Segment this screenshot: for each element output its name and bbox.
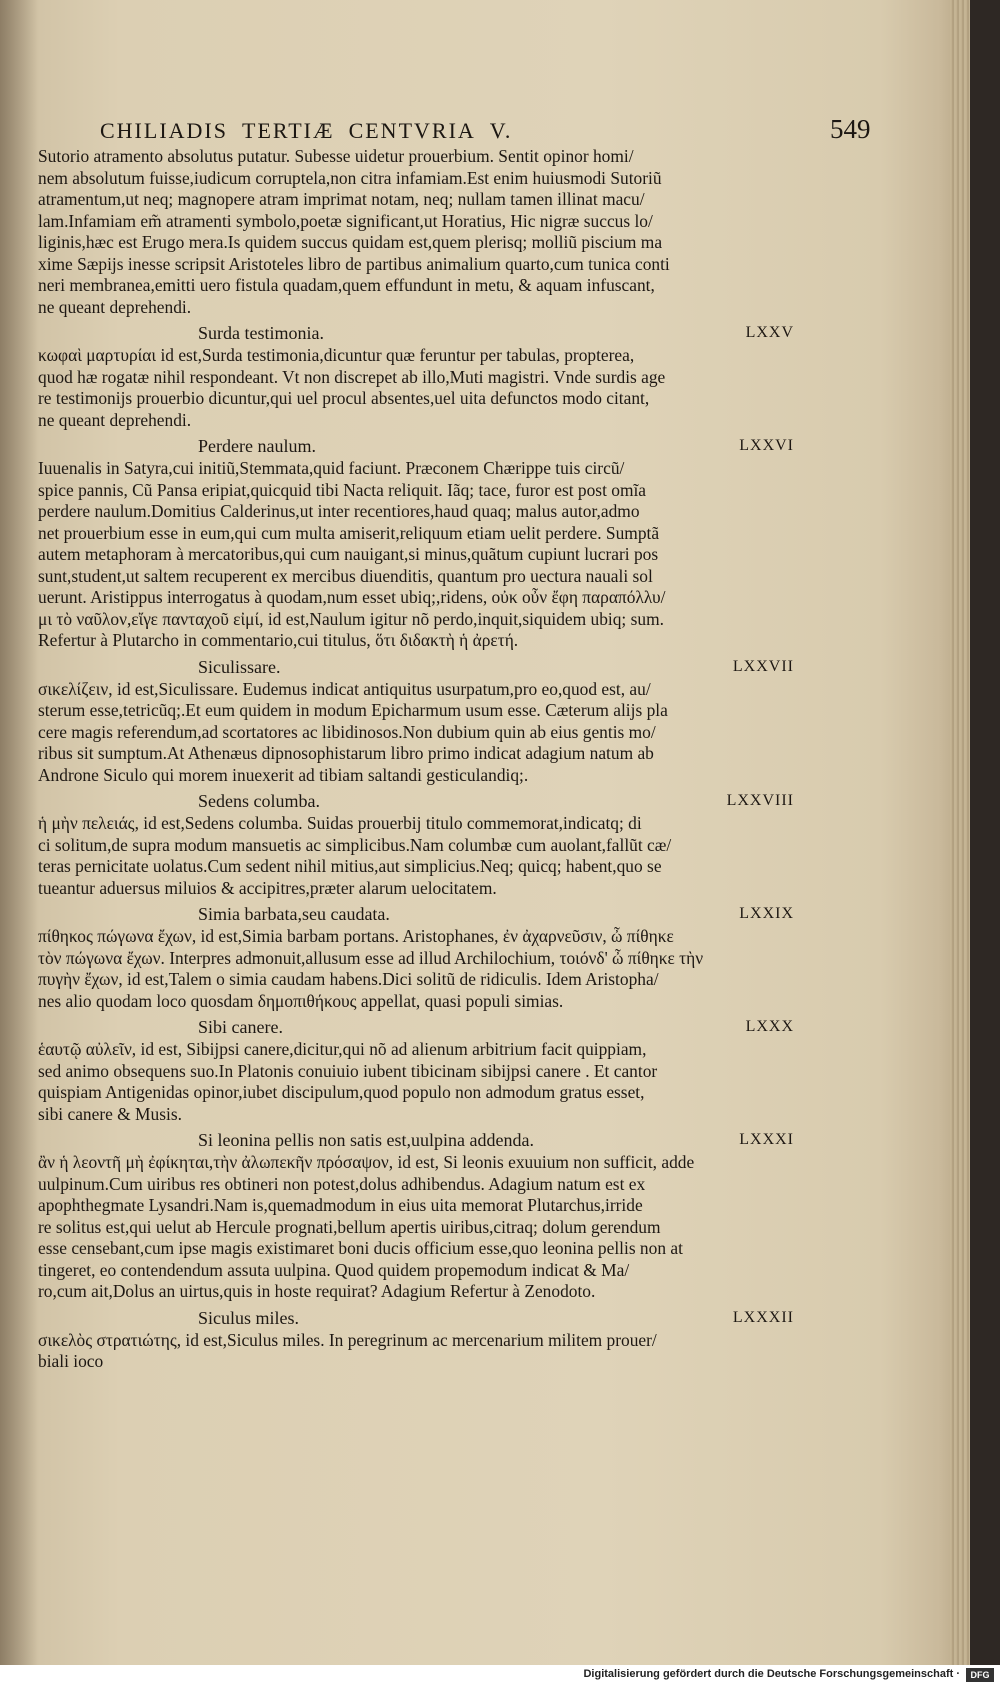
body-line: sibi canere & Musis.	[38, 1103, 182, 1124]
body-line: uulpinum.Cum uiribus res obtineri non potest,dolus adhibendus. Adagium natum est ex	[38, 1173, 646, 1194]
adage-heading-row	[38, 791, 794, 813]
adage-title: Surda testimonia.	[198, 323, 324, 343]
adage-title: Siculissare.	[198, 656, 281, 677]
dfg-logo-icon: DFG	[966, 1668, 994, 1682]
spine-shadow	[0, 0, 38, 1665]
adage-number: LXXIX	[739, 905, 794, 922]
body-line: ne queant deprehendi.	[38, 296, 192, 317]
body-line: uerunt. Aristippus interrogatus à quodam,num esset ubiq;,ridens, οὐκ οὖν ἔφη παραπόλλυ/	[38, 587, 666, 607]
body-line: σικελὸς στρατιώτης, id est,Siculus miles. In peregrinum ac mercenarium militem prouer/	[38, 1329, 657, 1350]
body-line: re solitus est,qui uelut ab Hercule prognati,bellum apertis uiribus,citraq; dolum gerendum	[38, 1216, 661, 1237]
body-line: Iuuenalis in Satyra,cui initiũ,Stemmata,quid faciunt. Præconem Chærippe tuis circũ/	[38, 458, 625, 478]
body-line: lam.Infamiam em̃ atramenti symbolo,poetæ significant,ut Horatius, Hic nigræ succus lo/	[38, 210, 653, 231]
body-line: tingeret, eo contendendum assuta uulpina. Quod quidem propemodum indicat & Ma/	[38, 1259, 630, 1280]
adage-heading-row	[38, 904, 794, 926]
body-line: Androne Siculo qui morem inuexerit ad tibiam saltandi gesticulandiq;.	[38, 764, 529, 785]
body-line: Sutorio atramento absolutus putatur. Subesse uidetur prouerbium. Sentit opinor homi/	[38, 146, 634, 166]
adage-heading-row	[38, 436, 794, 458]
body-line: ribus sit sumptum.At Athenæus dipnosophistarum libro primo indicat adagium natum ab	[38, 743, 654, 763]
running-head-word: CENTVRIA	[348, 118, 476, 143]
body-line: ne queant deprehendi.	[38, 409, 192, 430]
body-line: Refertur à Plutarcho in commentario,cui titulus, ὅτι διδακτὴ ἡ ἀρετή.	[38, 630, 519, 650]
body-line: nes alio quodam loco quosdam δημοπιθήκους appellat, quasi populi simias.	[38, 990, 564, 1011]
adage-number: LXXVII	[732, 657, 794, 675]
adage-title: Siculus miles.	[198, 1307, 300, 1328]
adage-number: LXXVI	[739, 437, 794, 454]
footer-credit: Digitalisierung gefördert durch die Deutsche Forschungsgemeinschaft ·	[583, 1668, 960, 1680]
running-head-word: CHILIADIS	[100, 118, 228, 143]
adage-heading-row	[38, 1017, 794, 1039]
body-line: sterum esse,tetricũq;.Et eum quidem in modum Epicharmum usum esse. Cæterum alijs pla	[38, 700, 668, 720]
adage-number: LXXXII	[732, 1308, 794, 1326]
adage-number: LXXV	[745, 324, 794, 341]
body-line: πίθηκος πώγωνα ἔχων, id est,Simia barbam portans. Aristophanes, ἐν ἀχαρνεῦσιν, ὦ πίθηκε	[38, 926, 674, 946]
body-line: cere magis referendum,ad scortatores ac libidinosos.Non dubium quin ab eius gentis mo/	[38, 721, 656, 742]
body-line: ci solitum,de supra modum mansuetis ac simplicibus.Nam columbæ cum auolant,fallũt cæ/	[38, 834, 672, 855]
body-line: ἑαυτῷ αὐλεῖν, id est, Sibijpsi canere,dicitur,qui nõ ad alienum arbitrium facit quippiam,	[38, 1039, 647, 1059]
body-line: liginis,hæc est Erugo mera.Is quidem succus quidam est,quem plerisq; molliũ piscium ma	[38, 232, 663, 252]
adage-title: Sedens columba.	[198, 791, 320, 811]
page-edge	[950, 0, 970, 1665]
body-line: teras pernicitate uolatus.Cum sedent nihil mitius,aut simplicius.Neq; quicq; habent,quo se	[38, 856, 662, 876]
adage-number: LXXVIII	[726, 792, 794, 809]
running-head-word: TERTIÆ	[242, 118, 335, 143]
running-head	[100, 118, 800, 146]
body-line: sunt,student,ut saltem recuperent ex mercibus diuenditis, quantum pro uectura nauali sol	[38, 565, 653, 586]
body-line: atramentum,ut neq; magnopere atram imprimat notam, neq; nullam tamen illinat macu/	[38, 189, 645, 209]
adage-number: LXXXI	[739, 1131, 794, 1148]
body-line: ἡ μὴν πελειάς, id est,Sedens columba. Suidas prouerbij titulo commemorat,indicatq; di	[38, 813, 642, 833]
body-line: πυγὴν ἔχων, id est,Talem o simia caudam habens.Dici solitũ de ridiculis. Idem Aristopha/	[38, 969, 659, 989]
body-line: ἂν ἡ λεοντῆ μὴ ἐφίκηται,τὴν ἀλωπεκῆν πρόσαψον, id est, Si leonis exuuium non sufficit, adde	[38, 1152, 695, 1172]
adage-heading-row	[38, 1130, 794, 1152]
body-line: κωφαὶ μαρτυρίαι id est,Surda testimonia,dicuntur quæ feruntur per tabulas, propterea,	[38, 345, 635, 365]
text-block	[38, 146, 794, 1373]
body-line: esse censebant,cum ipse magis existimaret boni ducis officium esse,quo leonina pellis non at	[38, 1238, 683, 1258]
body-line: quispiam Antigenidas opinor,iubet discipulum,quod populo non admodum gratus esset,	[38, 1082, 645, 1102]
body-line: σικελίζειν, id est,Siculissare. Eudemus indicat antiquitus usurpatum,pro eo,quod est, au/	[38, 678, 651, 699]
adage-heading-row	[38, 1308, 794, 1330]
body-line: μι τὸ ναῦλον,εἴγε πανταχοῦ εἰμί, id est,Naulum igitur nõ perdo,inquit,siquidem ubiq; sum.	[38, 608, 664, 629]
adage-title: Perdere naulum.	[198, 436, 316, 456]
digitization-footer	[0, 1665, 1000, 1685]
body-line: perdere naulum.Domitius Calderinus,ut inter recentiores,haud quaq; malus autor,admo	[38, 501, 640, 521]
body-line: apophthegmate Lysandri.Nam is,quemadmodum in eius uita memorat Plutarchus,irride	[38, 1195, 643, 1215]
body-line: net prouerbium esse in eum,qui cum multa amiserit,reliquum etiam uelit perdere. Sumptã	[38, 522, 660, 543]
adage-title: Sibi canere.	[198, 1017, 283, 1037]
body-line: biali ioco	[38, 1351, 104, 1371]
body-line: neri membranea,emitti uero fistula quadam,quem effundunt in metu, & aquam infuscant,	[38, 275, 655, 295]
adage-title: Si leonina pellis non satis est,uulpina addenda.	[198, 1130, 534, 1150]
body-line: tueantur aduersus miluios & accipitres,præter alarum uelocitatem.	[38, 877, 497, 898]
body-line: sed animo obsequens suo.In Platonis conuiuio iubent tibicinam sibijpsi canere . Et cantor	[38, 1060, 658, 1081]
running-head-word: V.	[489, 118, 513, 143]
body-line: nem absolutum fuisse,iudicum corruptela,non citra infamiam.Est enim huiusmodi Sutoriũ	[38, 167, 662, 188]
adage-heading-row	[38, 323, 794, 345]
adage-heading-row	[38, 657, 794, 679]
page-number: 549	[830, 114, 871, 144]
adage-number: LXXX	[745, 1018, 794, 1035]
body-line: τὸν πώγωνα ἔχων. Interpres admonuit,allusum esse ad illud Archilochium, τοιόνδ' ὦ πίθηκε τὴν	[38, 947, 704, 968]
body-line: quod hæ rogatæ nihil respondeant. Vt non discrepet ab illo,Muti magistri. Vnde surdis age	[38, 366, 666, 387]
body-line: autem metaphoram à mercatoribus,qui cum nauigant,si minus,quãtum cupiunt lucrari pos	[38, 544, 659, 564]
adage-title: Simia barbata,seu caudata.	[198, 904, 390, 924]
body-line: spice pannis, Cũ Pansa eripiat,quicquid tibi Nacta reliquit. Iãq; tace, furor est post omĩa	[38, 479, 647, 500]
body-line: xime Sæpijs inesse scripsit Aristoteles libro de partibus animalium quarto,cum tunica conti	[38, 253, 670, 274]
body-line: ro,cum ait,Dolus an uirtus,quis in hoste requirat? Adagium Refertur à Zenodoto.	[38, 1281, 596, 1301]
body-line: re testimonijs prouerbio dicuntur,qui uel procul absentes,uel uita defunctos modo citant,	[38, 388, 650, 408]
